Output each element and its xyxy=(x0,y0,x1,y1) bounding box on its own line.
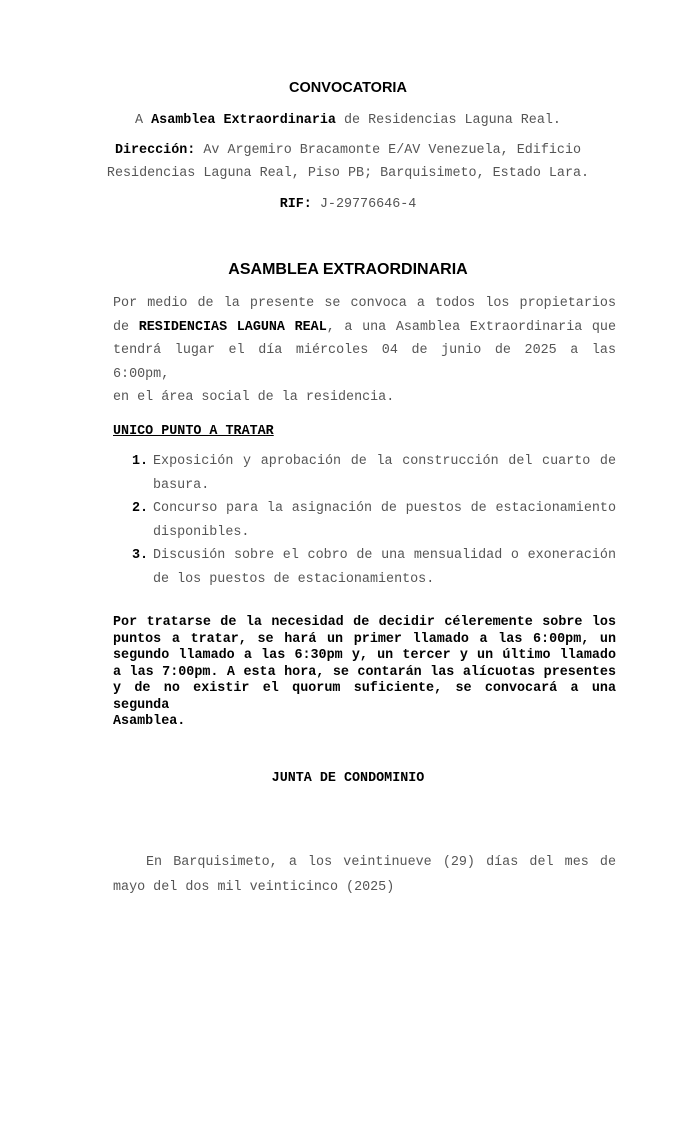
notice-line-1: Por tratarse de la necesidad de decidir céleremente sobre los xyxy=(113,615,616,630)
agenda-item-2 xyxy=(113,497,616,544)
intro-line-2-prefix: de xyxy=(113,319,139,335)
intro-line-4: en el área social de la residencia. xyxy=(113,390,395,405)
notice-line-3: segundo llamado a las 6:30pm y, un tercer y un último llamado xyxy=(113,648,616,663)
intro-line-3: tendrá lugar el día miércoles 04 de junio de 2025 a las 6:00pm, xyxy=(113,343,616,382)
agenda-item-text-cont: disponibles. xyxy=(153,524,250,540)
closing-line-2: mayo del dos mil veinticinco (2025) xyxy=(113,880,395,895)
intro-line-1: Por medio de la presente se convoca a todos los propietarios xyxy=(113,296,616,311)
assembly-line-suffix: de Residencias Laguna Real. xyxy=(335,113,561,128)
agenda-item-1 xyxy=(113,450,616,497)
closing-line-1: En Barquisimeto, a los veintinueve (29) días del mes de xyxy=(146,855,616,870)
agenda-item-number: 2. xyxy=(132,501,149,516)
assembly-line-bold: Asamblea Extraordinaria xyxy=(151,113,336,128)
address-block xyxy=(0,139,696,185)
agenda-item-3 xyxy=(113,544,616,591)
agenda-item-number: 3. xyxy=(132,548,149,563)
agenda-item-text-cont: de los puestos de estacionamientos. xyxy=(153,571,435,587)
rif-value: J-29776646-4 xyxy=(311,197,417,212)
notice-line-5: y de no existir el quorum suficiente, se convocará a una segunda xyxy=(113,681,616,713)
address-text-1: Av Argemiro Bracamonte E/AV Venezuela, Edificio xyxy=(195,143,582,158)
closing-paragraph xyxy=(113,850,616,900)
notice-line-6: Asamblea. xyxy=(113,714,186,729)
agenda-item-text: Exposición y aprobación de la construcción del cuarto de xyxy=(153,454,616,469)
intro-line-2-suffix: , a una Asamblea Extraordinaria que xyxy=(326,319,617,335)
notice-paragraph xyxy=(113,615,616,731)
assembly-line xyxy=(0,109,696,132)
agenda-heading: UNICO PUNTO A TRATAR xyxy=(113,424,274,439)
document-title: CONVOCATORIA xyxy=(289,80,407,96)
intro-line-2 xyxy=(113,316,616,340)
rif-line xyxy=(0,193,696,216)
notice-line-4: a las 7:00pm. A esta hora, se contarán las alícuotas presentes xyxy=(113,664,616,680)
agenda-item-text: Concurso para la asignación de puestos de estacionamiento xyxy=(153,501,616,516)
intro-line-2-bold: RESIDENCIAS LAGUNA REAL xyxy=(138,319,327,335)
section-title: ASAMBLEA EXTRAORDINARIA xyxy=(228,261,468,278)
address-label: Dirección: xyxy=(114,143,196,158)
address-line-2: Residencias Laguna Real, Piso PB; Barquisimeto, Estado Lara. xyxy=(106,166,590,181)
notice-line-2: puntos a tratar, se hará un primer llamado a las 6:00pm, un xyxy=(113,631,616,647)
agenda-item-number: 1. xyxy=(132,454,149,469)
agenda-list xyxy=(113,450,616,591)
rif-label: RIF: xyxy=(279,197,312,212)
assembly-line-prefix: A xyxy=(135,113,152,128)
agenda-item-text: Discusión sobre el cobro de una mensualidad o exoneración xyxy=(153,548,616,563)
agenda-item-text-cont: basura. xyxy=(153,477,210,493)
signature-line: JUNTA DE CONDOMINIO xyxy=(271,771,425,786)
address-line-1 xyxy=(0,139,696,162)
intro-paragraph xyxy=(113,292,616,410)
